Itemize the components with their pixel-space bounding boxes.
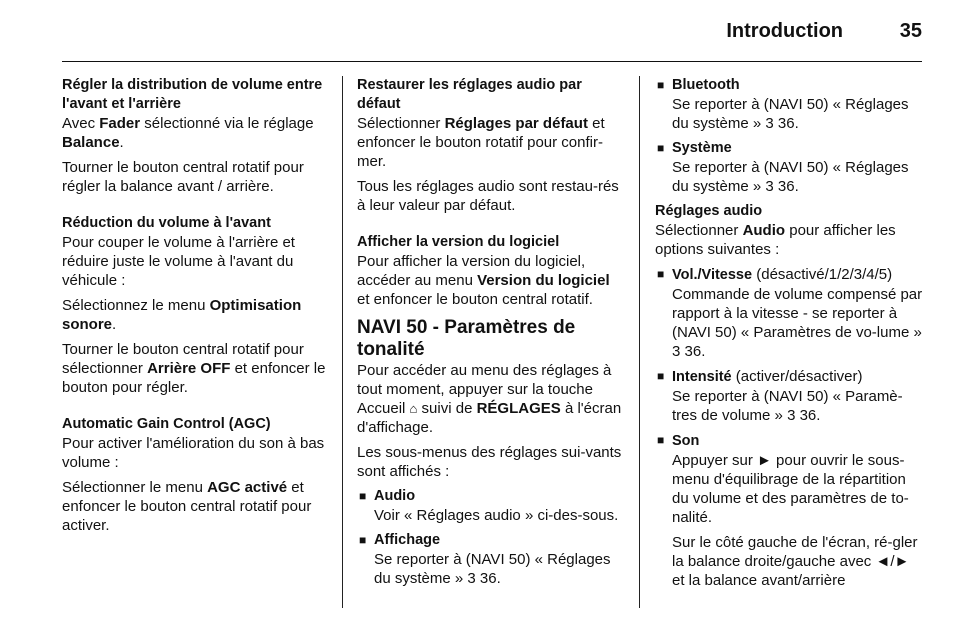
list-item <box>655 139 923 196</box>
paragraph-select-optim: Sélectionnez le menu Optimisation sonore. <box>62 297 302 333</box>
page-number: 35 <box>899 20 922 42</box>
column-1 <box>62 76 328 541</box>
item-header: Vol./Vitesse (désactivé/1/2/3/4/5) <box>672 266 893 283</box>
bullet-icon: ■ <box>657 141 665 155</box>
list-item <box>357 531 624 588</box>
bullet-icon: ■ <box>657 267 665 281</box>
item-title: Son <box>672 433 700 449</box>
section-title-navi50: NAVI 50 - Paramètres de tonalité <box>357 317 576 360</box>
home-icon: ⌂ <box>409 401 418 416</box>
paragraph-agc-select: Sélectionner le menu AGC activé et enfoncer le bouton central rotatif pour activer. <box>62 479 312 534</box>
bullet-icon: ■ <box>657 78 665 92</box>
page-reference: 3 36. <box>672 343 706 360</box>
paragraph-software-version: Pour afficher la version du logiciel, accéder au menu Version du logiciel et enfoncer le bouton central rotatif. <box>357 253 610 308</box>
paragraph-fader: Avec Fader sélectionné via le réglage Balance. <box>62 115 314 151</box>
heading-agc: Automatic Gain Control (AGC) <box>62 416 271 432</box>
item-title: Bluetooth <box>672 77 740 93</box>
heading-audio-settings: Réglages audio <box>655 203 763 219</box>
heading-software-version: Afficher la version du logiciel <box>357 234 560 250</box>
item-desc: Voir « Réglages audio » ci-des-sous. <box>374 507 619 524</box>
paragraph-defaults-restored: Tous les réglages audio sont restau-rés à leur valeur par défaut. <box>357 178 619 214</box>
paragraph-select-defaults: Sélectionner Réglages par défaut et enfoncer le bouton rotatif pour confir-mer. <box>357 115 605 170</box>
column-divider-2 <box>639 76 640 608</box>
item-desc: Se reporter à (NAVI 50) « Réglages du système » 3 36. <box>374 551 611 587</box>
list-item <box>655 431 923 590</box>
list-item <box>357 487 624 525</box>
paragraph-access-settings: Pour accéder au menu des réglages à tout moment, appuyer sur la touche Accueil ⌂ suivi de RÉGLAGES à l'écran d'affichage. <box>357 362 622 436</box>
list-item <box>655 367 923 425</box>
item-desc: Se reporter à (NAVI 50) « Paramè-tres de volume » 3 36. <box>672 388 903 424</box>
item-desc-2: Sur le côté gauche de l'écran, ré-gler la balance droite/gauche avec ◄/► et la balance avant/arrière <box>672 534 918 589</box>
item-title: Affichage <box>374 532 441 548</box>
column-divider-1 <box>342 76 343 608</box>
paragraph-submenus: Les sous-menus des réglages sui-vants sont affichés : <box>357 444 622 480</box>
item-title: Audio <box>374 488 416 504</box>
header-title: Introduction <box>726 20 843 42</box>
heading-front-volume: Réduction du volume à l'avant <box>62 215 271 231</box>
item-title: Intensité <box>672 369 732 385</box>
list-item <box>655 76 923 133</box>
page-header <box>0 0 960 62</box>
bullet-icon: ■ <box>657 433 665 447</box>
item-desc: Se reporter à (NAVI 50) « Réglages du système » 3 36. <box>672 96 909 132</box>
page-reference: 3 36. <box>787 407 821 424</box>
bullet-icon: ■ <box>657 369 665 383</box>
heading-balance: Régler la distribution de volume entre l'avant et l'arrière <box>62 77 323 112</box>
page-reference: 3 36. <box>765 115 799 132</box>
column-3 <box>655 76 923 596</box>
item-title: Vol./Vitesse <box>672 267 753 283</box>
list-item <box>655 265 923 361</box>
header-rule <box>62 61 922 62</box>
heading-restore-defaults: Restaurer les réglages audio par défaut <box>357 77 582 112</box>
paragraph-rotate: Tourner le bouton central rotatif pour régler la balance avant / arrière. <box>62 159 304 195</box>
item-desc: Commande de volume compensé par rapport à la vitesse - se reporter à (NAVI 50) « Paramètres de vo-lume » 3 36. <box>672 286 923 360</box>
bullet-icon: ■ <box>359 489 367 503</box>
item-desc: Appuyer sur ► pour ouvrir le sous-menu d'équilibrage de la répartition du volume et des paramètres de to-nalité. <box>672 452 909 526</box>
paragraph-mute-rear: Pour couper le volume à l'arrière et réduire juste le volume à l'avant du véhicule : <box>62 234 295 289</box>
column-2 <box>357 76 624 594</box>
item-title: Système <box>672 140 732 156</box>
paragraph-agc-intro: Pour activer l'amélioration du son à bas volume : <box>62 435 325 471</box>
item-desc: Se reporter à (NAVI 50) « Réglages du système » 3 36. <box>672 159 909 195</box>
item-header: Intensité (activer/désactiver) <box>672 368 863 385</box>
bullet-icon: ■ <box>359 533 367 547</box>
page-reference: 3 36. <box>765 178 799 195</box>
paragraph-rear-off: Tourner le bouton central rotatif pour sélectionner Arrière OFF et enfoncer le bouton pour régler. <box>62 341 326 396</box>
page-reference: 3 36. <box>467 570 501 587</box>
paragraph-select-audio: Sélectionner Audio pour afficher les options suivantes : <box>655 222 896 258</box>
item-header <box>672 431 923 451</box>
